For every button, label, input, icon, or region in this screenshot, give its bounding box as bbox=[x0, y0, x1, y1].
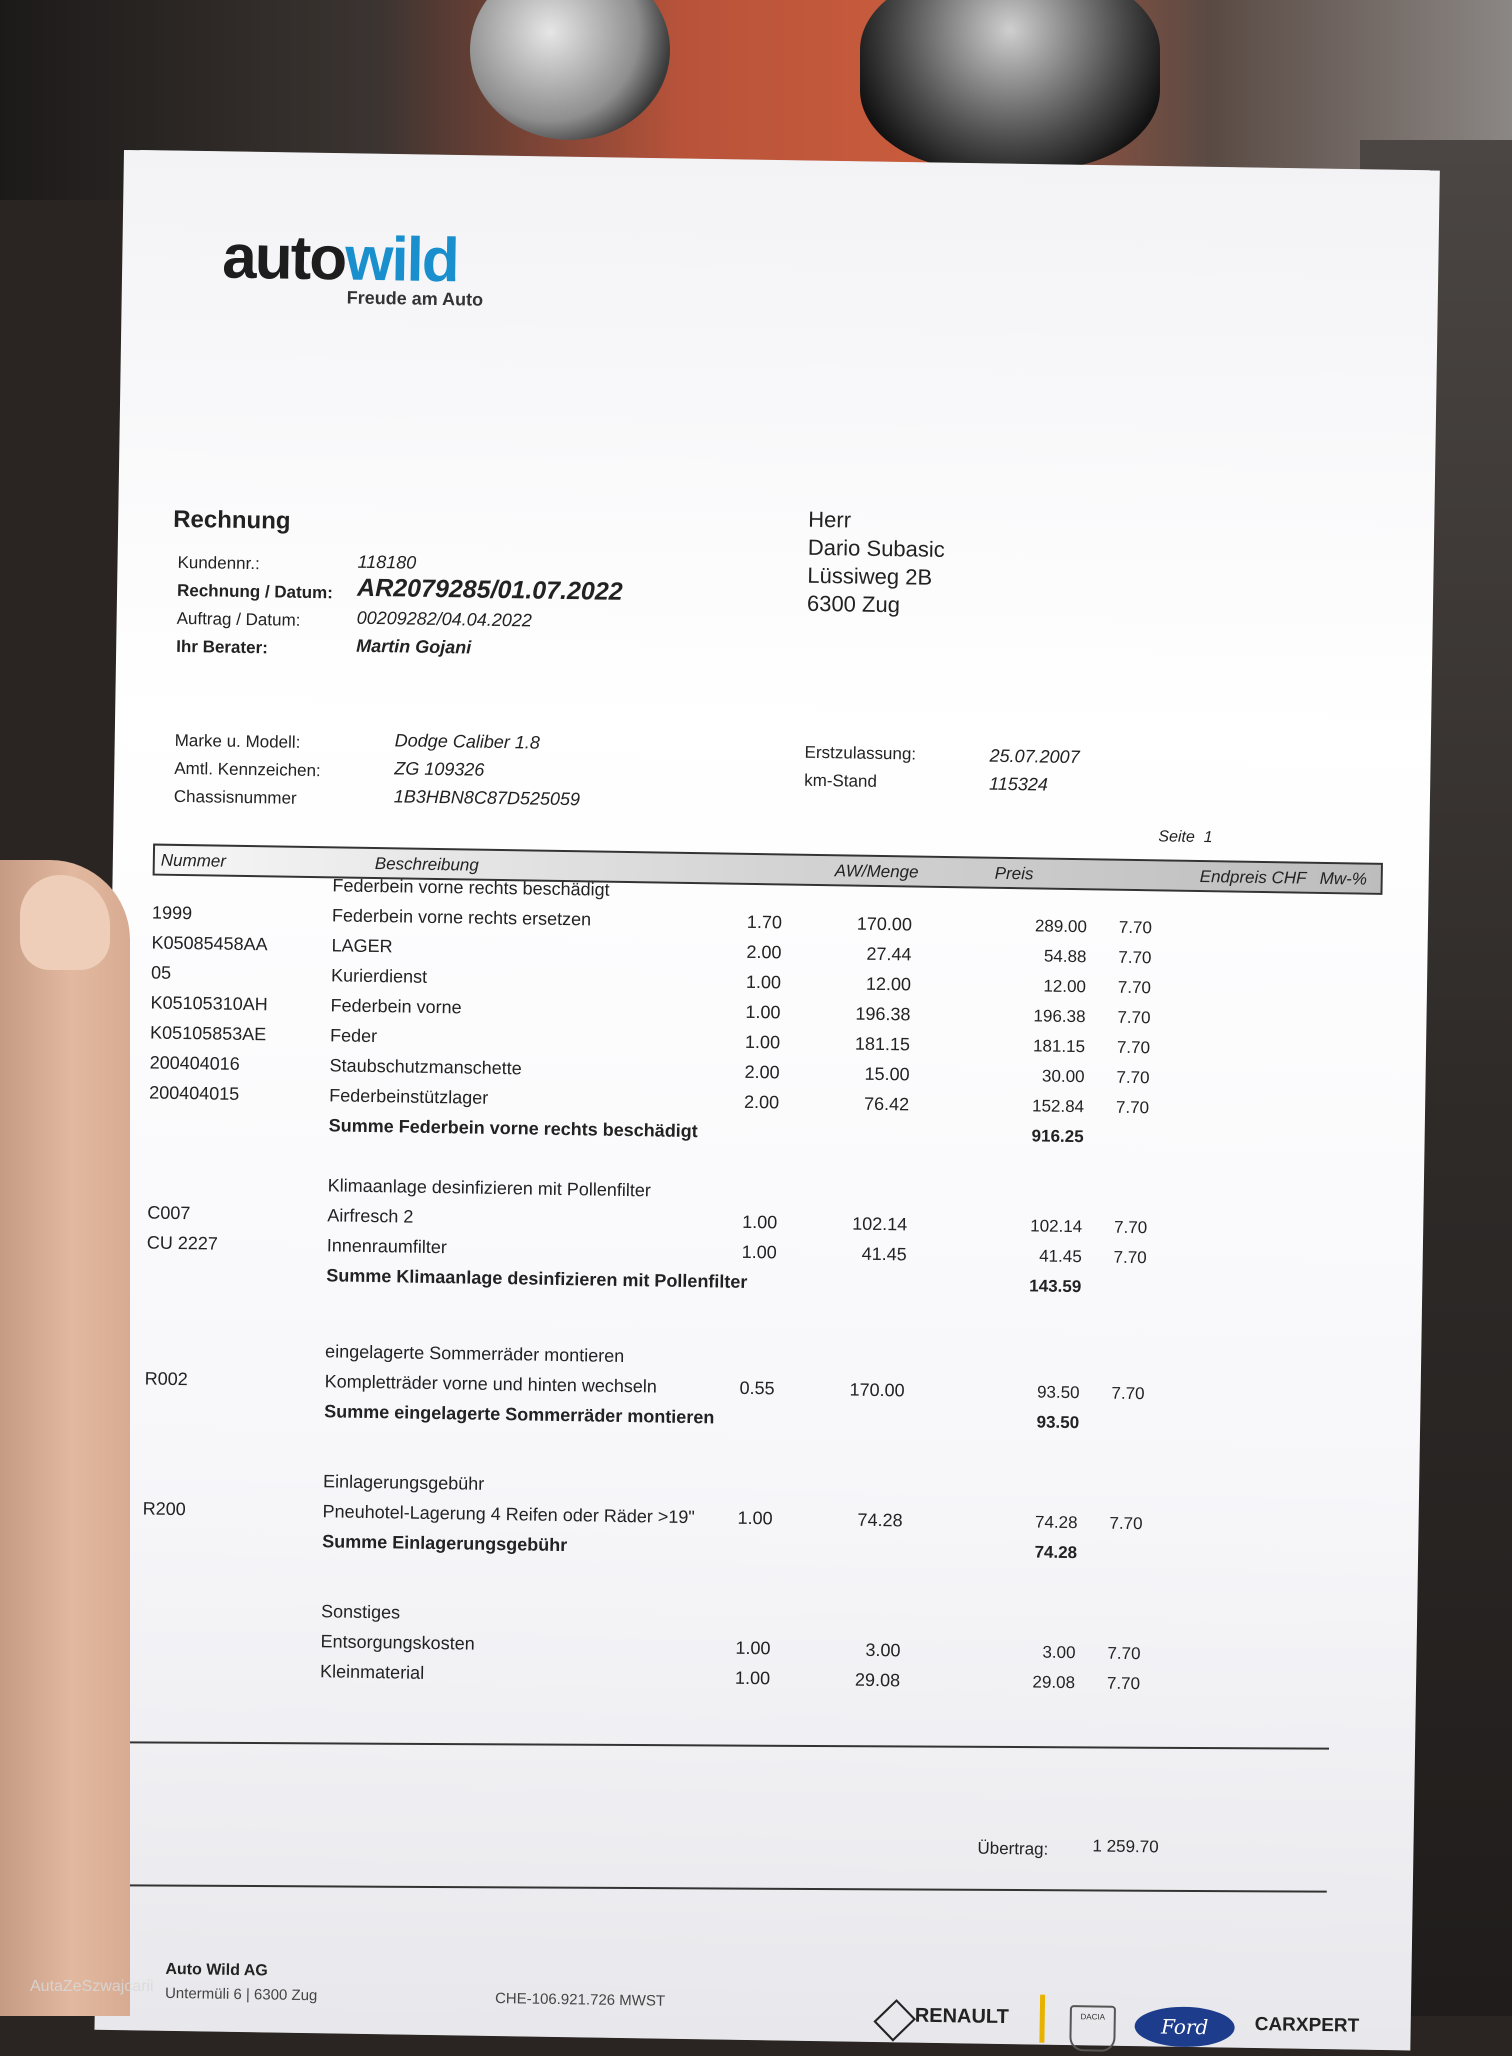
header-number: Nummer bbox=[160, 850, 227, 871]
row-price bbox=[805, 1349, 905, 1351]
row-total: 3.00 bbox=[1042, 1642, 1076, 1663]
recipient-name: Dario Subasic bbox=[807, 534, 945, 562]
row-description: Summe Klimaanlage desinfizieren mit Pollenfilter bbox=[326, 1265, 748, 1292]
row-number: K05105310AH bbox=[150, 992, 268, 1015]
row-number: CU 2227 bbox=[146, 1232, 219, 1254]
brand-separator bbox=[1039, 1995, 1045, 2043]
row-total: 102.14 bbox=[1030, 1216, 1083, 1237]
row-total bbox=[973, 1482, 1078, 1484]
invoice-number-value: AR2079285/01.07.2022 bbox=[356, 573, 623, 606]
row-vat: 7.70 bbox=[1106, 1673, 1141, 1694]
autowild-logo bbox=[221, 222, 484, 310]
page-indicator bbox=[1158, 828, 1213, 847]
row-quantity: 1.00 bbox=[745, 1001, 781, 1023]
recipient-address bbox=[807, 506, 946, 620]
row-quantity: 1.00 bbox=[737, 1507, 773, 1529]
gear-shift-knob bbox=[860, 0, 1160, 170]
row-total: 29.08 bbox=[1032, 1672, 1076, 1693]
brand-ford: Ford bbox=[1160, 2014, 1209, 2040]
renault-logo-icon bbox=[873, 1999, 916, 2042]
customer-number-label: Kundennr.: bbox=[177, 552, 260, 574]
row-description: Summe eingelagerte Sommerräder montieren bbox=[324, 1401, 715, 1428]
recipient-city: 6300 Zug bbox=[806, 590, 901, 618]
row-number: R200 bbox=[142, 1498, 186, 1520]
row-vat: 7.70 bbox=[1116, 1037, 1151, 1058]
row-description: Airfresch 2 bbox=[327, 1205, 414, 1227]
row-description: eingelagerte Sommerräder montieren bbox=[324, 1341, 625, 1367]
row-description: Innenraumfilter bbox=[326, 1235, 448, 1258]
row-vat bbox=[1091, 1613, 1141, 1614]
row-vat: 7.70 bbox=[1113, 1247, 1147, 1268]
row-price: 3.00 bbox=[865, 1639, 901, 1661]
vehicle-model-label: Marke u. Modell: bbox=[174, 730, 301, 752]
chassis-number-value: 1B3HBN8C87D525059 bbox=[393, 786, 581, 810]
row-quantity: 1.00 bbox=[734, 1667, 771, 1689]
logo-wild-text: wild bbox=[344, 224, 459, 296]
row-description: Sonstiges bbox=[320, 1601, 401, 1623]
row-number: K05105853AE bbox=[149, 1022, 267, 1045]
row-vat: 7.70 bbox=[1107, 1643, 1141, 1664]
header-description: Beschreibung bbox=[374, 854, 479, 875]
row-number: R002 bbox=[144, 1368, 188, 1390]
row-vat bbox=[1093, 1483, 1143, 1484]
row-vat: 7.70 bbox=[1111, 1383, 1145, 1404]
row-number: K05085458AA bbox=[151, 932, 268, 955]
watermark-text: AutaZeSzwajcarii bbox=[30, 1978, 154, 1995]
row-description: LAGER bbox=[331, 935, 393, 957]
row-total: 181.15 bbox=[1032, 1036, 1086, 1057]
row-vat bbox=[1096, 1277, 1146, 1278]
row-vat bbox=[1094, 1413, 1144, 1414]
advisor-value: Martin Gojani bbox=[356, 635, 472, 658]
row-quantity: 1.00 bbox=[742, 1211, 778, 1233]
row-price: 196.38 bbox=[855, 1003, 911, 1025]
mileage-value: 115324 bbox=[988, 773, 1049, 795]
row-description: Klimaanlage desinfizieren mit Pollenfilter bbox=[327, 1175, 652, 1201]
logo-tagline: Freude am Auto bbox=[346, 287, 484, 310]
page-number: 1 bbox=[1203, 829, 1213, 847]
brand-carxpert: CARXPERT bbox=[1254, 2013, 1360, 2037]
advisor-label: Ihr Berater: bbox=[176, 636, 268, 658]
registration-date-label: Erstzulassung: bbox=[804, 742, 917, 764]
invoice-number-label: Rechnung / Datum: bbox=[176, 580, 334, 603]
row-quantity bbox=[698, 1181, 778, 1182]
brand-renault: RENAULT bbox=[914, 2004, 1010, 2029]
row-quantity: 2.00 bbox=[744, 1061, 780, 1083]
brand-dacia: DACIA bbox=[1080, 2012, 1106, 2022]
dacia-logo-icon bbox=[1069, 2005, 1116, 2052]
row-vat bbox=[1099, 1127, 1149, 1128]
row-price: 74.28 bbox=[857, 1509, 903, 1531]
logo-auto-text: auto bbox=[221, 222, 346, 294]
invoice-paper bbox=[94, 150, 1439, 2050]
row-description: Staubschutzmanschette bbox=[329, 1055, 522, 1079]
row-price: 181.15 bbox=[854, 1033, 911, 1055]
row-total: 93.50 bbox=[1036, 1412, 1080, 1433]
row-total: 143.59 bbox=[1029, 1276, 1082, 1297]
row-price: 29.08 bbox=[854, 1669, 901, 1691]
row-description: Pneuhotel-Lagerung 4 Reifen oder Räder >19" bbox=[322, 1501, 695, 1528]
row-total: 152.84 bbox=[1031, 1096, 1085, 1117]
registration-date-value: 25.07.2007 bbox=[989, 745, 1080, 768]
row-price bbox=[801, 1609, 901, 1611]
row-total: 289.00 bbox=[1034, 916, 1088, 937]
row-total: 93.50 bbox=[1036, 1382, 1080, 1403]
carry-value: 1 259.70 bbox=[1092, 1836, 1159, 1857]
document-title: Rechnung bbox=[172, 505, 291, 535]
row-total bbox=[971, 1611, 1076, 1613]
row-total: 74.28 bbox=[1034, 1542, 1078, 1563]
row-vat: 7.70 bbox=[1118, 917, 1153, 938]
recipient-street: Lüssiweg 2B bbox=[807, 562, 933, 590]
row-quantity: 1.00 bbox=[744, 1031, 781, 1053]
row-vat: 7.70 bbox=[1115, 1097, 1150, 1118]
row-vat: 7.70 bbox=[1116, 1067, 1150, 1088]
row-vat bbox=[1092, 1543, 1142, 1544]
row-vat: 7.70 bbox=[1117, 1007, 1151, 1028]
row-total: 54.88 bbox=[1043, 946, 1087, 967]
header-price: Preis bbox=[994, 863, 1034, 884]
row-quantity bbox=[692, 1537, 772, 1538]
row-number: 05 bbox=[150, 962, 172, 983]
row-total: 12.00 bbox=[1043, 976, 1087, 997]
row-quantity: 0.55 bbox=[739, 1377, 775, 1399]
row-quantity bbox=[693, 1477, 773, 1478]
row-number: 200404015 bbox=[149, 1082, 240, 1104]
mileage-label: km-Stand bbox=[804, 770, 878, 791]
customer-number-value: 118180 bbox=[357, 551, 417, 573]
row-description: Kleinmaterial bbox=[319, 1661, 425, 1683]
recipient-salutation: Herr bbox=[808, 506, 852, 533]
row-price: 170.00 bbox=[856, 913, 913, 935]
row-vat: 7.70 bbox=[1109, 1513, 1143, 1534]
row-vat bbox=[1098, 1187, 1148, 1188]
row-quantity bbox=[691, 1607, 771, 1608]
row-quantity bbox=[699, 1121, 779, 1122]
row-vat bbox=[1095, 1353, 1145, 1354]
row-vat: 7.70 bbox=[1113, 1217, 1148, 1238]
row-quantity: 2.00 bbox=[746, 941, 782, 963]
row-total: 74.28 bbox=[1034, 1512, 1078, 1533]
row-quantity bbox=[695, 1347, 775, 1348]
row-price bbox=[808, 1183, 908, 1185]
row-description: Federbein vorne rechts beschädigt bbox=[332, 875, 610, 900]
license-plate-value: ZG 109326 bbox=[394, 758, 485, 780]
row-total: 41.45 bbox=[1039, 1246, 1082, 1267]
row-description: Federbein vorne rechts ersetzen bbox=[331, 905, 592, 930]
carry-label: Übertrag: bbox=[977, 1838, 1049, 1859]
row-vat: 7.70 bbox=[1118, 947, 1152, 968]
row-total bbox=[978, 1186, 1083, 1188]
row-price: 170.00 bbox=[849, 1379, 905, 1401]
row-description: Feder bbox=[329, 1025, 378, 1047]
header-qty: AW/Menge bbox=[834, 861, 919, 882]
order-number-value: 00209282/04.04.2022 bbox=[356, 607, 533, 631]
footer-vat-id: CHE-106.921.726 MWST bbox=[494, 1990, 666, 2010]
row-quantity: 1.00 bbox=[741, 1241, 777, 1263]
row-vat bbox=[1103, 887, 1153, 888]
row-quantity: 1.00 bbox=[745, 971, 782, 993]
row-price bbox=[803, 1479, 903, 1481]
vehicle-model-value: Dodge Caliber 1.8 bbox=[394, 730, 540, 753]
row-description: Kurierdienst bbox=[330, 965, 428, 987]
row-description: Summe Federbein vorne rechts beschädigt bbox=[328, 1115, 698, 1142]
row-total bbox=[975, 1352, 1080, 1354]
row-total: 196.38 bbox=[1033, 1006, 1086, 1027]
row-description: Kompletträder vorne und hinten wechseln bbox=[324, 1371, 658, 1397]
row-price: 27.44 bbox=[866, 943, 912, 965]
row-description: Entsorgungskosten bbox=[320, 1631, 475, 1654]
row-description: Einlagerungsgebühr bbox=[322, 1471, 485, 1494]
order-number-label: Auftrag / Datum: bbox=[176, 608, 301, 630]
footer-address: Untermüli 6 | 6300 Zug bbox=[164, 1984, 318, 2005]
row-quantity: 1.00 bbox=[735, 1637, 771, 1659]
page-label: Seite bbox=[1158, 828, 1195, 846]
row-price: 102.14 bbox=[852, 1213, 908, 1235]
row-vat: 7.70 bbox=[1117, 977, 1152, 998]
row-quantity: 1.70 bbox=[746, 911, 783, 933]
header-total: Endpreis CHF bbox=[1199, 866, 1307, 888]
footer-company: Auto Wild AG bbox=[165, 1960, 268, 1980]
row-total: 916.25 bbox=[1031, 1126, 1084, 1147]
row-price: 15.00 bbox=[864, 1063, 910, 1085]
ford-logo-icon bbox=[1134, 2006, 1235, 2048]
row-price: 76.42 bbox=[863, 1093, 910, 1115]
table-bottom-rule bbox=[99, 1741, 1329, 1749]
row-number: C007 bbox=[147, 1202, 191, 1224]
chassis-number-label: Chassisnummer bbox=[173, 786, 297, 808]
row-description: Federbeinstützlager bbox=[329, 1085, 489, 1108]
row-price: 12.00 bbox=[865, 973, 912, 995]
license-plate-label: Amtl. Kennzeichen: bbox=[174, 758, 321, 781]
row-price: 41.45 bbox=[861, 1243, 907, 1265]
row-description: Federbein vorne bbox=[330, 995, 462, 1018]
row-number: 1999 bbox=[151, 902, 193, 924]
row-number: 200404016 bbox=[149, 1052, 240, 1074]
header-vat: Mw-% bbox=[1319, 868, 1368, 889]
row-quantity bbox=[703, 881, 783, 882]
row-description: Summe Einlagerungsgebühr bbox=[322, 1531, 568, 1556]
holding-thumb bbox=[0, 860, 130, 2016]
row-total: 30.00 bbox=[1041, 1066, 1085, 1087]
footer-rule bbox=[97, 1884, 1327, 1892]
row-quantity: 2.00 bbox=[743, 1091, 780, 1113]
